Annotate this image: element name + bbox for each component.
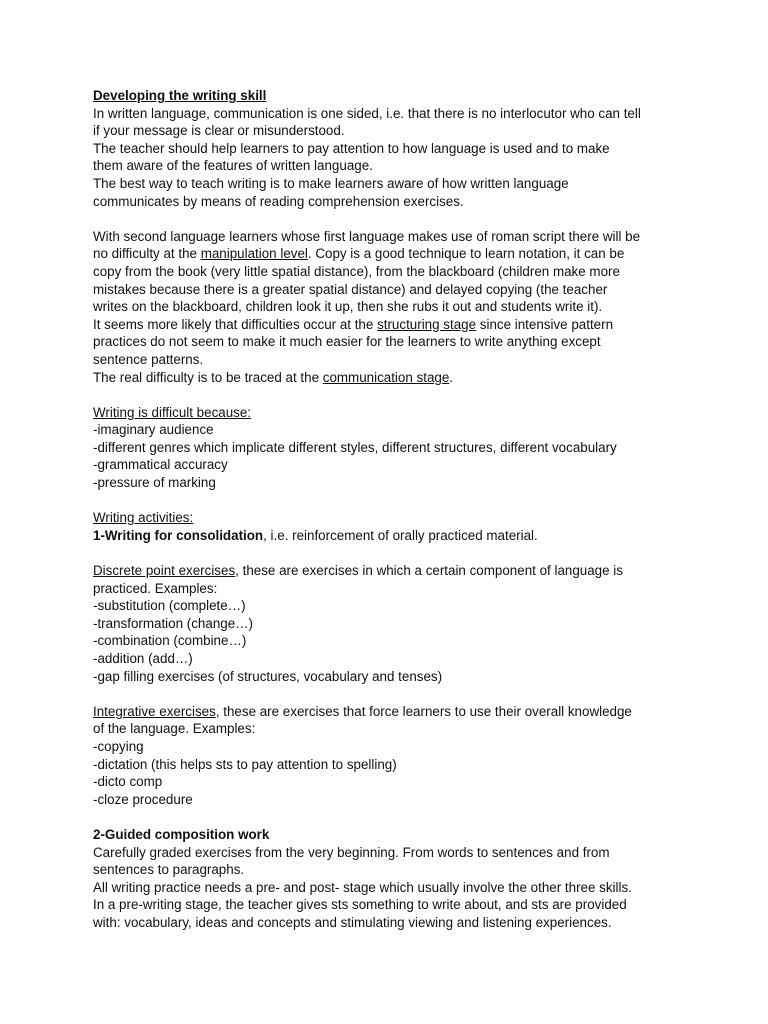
section-heading-activities: Writing activities: (93, 510, 194, 526)
spacer (93, 386, 683, 404)
paragraph-line: With second language learners whose first language makes use of roman script there will be (93, 228, 641, 244)
list-item: -pressure of marking (93, 475, 216, 491)
paragraph-line: In a pre-writing stage, the teacher gives sts something to write about, and sts are provided (93, 897, 627, 913)
list-item: -imaginary audience (93, 422, 214, 438)
list-item: -addition (add…) (93, 651, 193, 666)
list-item: -copying (93, 738, 144, 754)
paragraph-line: writes on the blackboard, children look it up, then she rubs it out and students write it). (93, 299, 603, 315)
paragraph-line: The best way to teach writing is to make learners aware of how written language (93, 175, 569, 191)
paragraph-line: with: vocabulary, ideas and concepts and stimulating viewing and listening experiences. (93, 914, 612, 930)
paragraph-line: communicates by means of reading comprehension exercises. (93, 193, 464, 209)
term-integrative-exercises: Integrative exercises (93, 703, 216, 719)
paragraph-line: mistakes because there is a greater spatial distance) and delayed copying (the teacher (93, 281, 608, 297)
list-item: -cloze procedure (93, 791, 193, 807)
spacer (93, 544, 683, 562)
list-item: -substitution (complete…) (93, 598, 246, 614)
paragraph-line (93, 527, 683, 545)
list-item: -grammatical accuracy (93, 457, 228, 473)
term-communication-stage: communication stage (322, 369, 450, 385)
text-run: . Copy is a good technique to learn notation, it can be (307, 246, 625, 262)
term-manipulation-level: manipulation level (200, 246, 308, 262)
paragraph-line: All writing practice needs a pre- and post- stage which usually involve the other three skills. (93, 879, 632, 895)
list-item: -transformation (change…) (93, 615, 254, 631)
document-page (93, 87, 683, 932)
paragraph-line (93, 703, 683, 721)
list-item: -different genres which implicate different styles, different structures, different vocabulary (93, 439, 617, 455)
paragraph-line: of the language. Examples: (93, 721, 256, 737)
paragraph-line: practiced. Examples: (93, 580, 218, 596)
paragraph-line: sentences to paragraphs. (93, 862, 245, 878)
list-item: -dictation (this helps sts to pay attention to spelling) (93, 756, 397, 772)
text-run: . (449, 369, 454, 385)
paragraph-line (93, 245, 683, 263)
text-run: It seems more likely that difficulties occur at the (93, 316, 378, 332)
paragraph-line (93, 562, 683, 580)
paragraph-line (93, 316, 683, 334)
text-run: no difficulty at the (93, 246, 201, 262)
text-run: , these are exercises in which a certain component of language is (235, 563, 623, 579)
term-structuring-stage: structuring stage (377, 316, 477, 332)
spacer (93, 685, 683, 703)
text-run: , these are exercises that force learners to use their overall knowledge (215, 703, 632, 719)
text-run: The real difficulty is to be traced at the (93, 369, 323, 385)
paragraph-line: copy from the book (very little spatial distance), from the blackboard (children make more (93, 263, 620, 279)
paragraph-line: In written language, communication is one sided, i.e. that there is no interlocutor who can tell (93, 105, 641, 121)
paragraph-line: sentence patterns. (93, 351, 204, 367)
paragraph-line: if your message is clear or misunderstood. (93, 123, 345, 139)
paragraph-line (93, 369, 683, 387)
paragraph-line: Carefully graded exercises from the very beginning. From words to sentences and from (93, 844, 610, 860)
paragraph-line: The teacher should help learners to pay attention to how language is used and to make (93, 140, 610, 156)
paragraph-line: practices do not seem to make it much easier for the learners to write anything except (93, 334, 601, 350)
paragraph-line: them aware of the features of written language. (93, 158, 373, 174)
spacer (93, 808, 683, 826)
spacer (93, 210, 683, 228)
document-title: Developing the writing skill (93, 88, 267, 103)
subheading-guided-composition: 2-Guided composition work (93, 826, 270, 842)
list-item: -gap filling exercises (of structures, vocabulary and tenses) (93, 668, 443, 684)
spacer (93, 492, 683, 510)
section-heading-difficult: Writing is difficult because: (93, 404, 252, 420)
text-run: since intensive pattern (476, 316, 614, 332)
subheading-consolidation: 1-Writing for consolidation (93, 527, 264, 543)
term-discrete-point-exercises: Discrete point exercises (93, 563, 236, 579)
text-run: , i.e. reinforcement of orally practiced material. (263, 527, 538, 543)
list-item: -dicto comp (93, 774, 163, 790)
list-item: -combination (combine…) (93, 633, 247, 649)
